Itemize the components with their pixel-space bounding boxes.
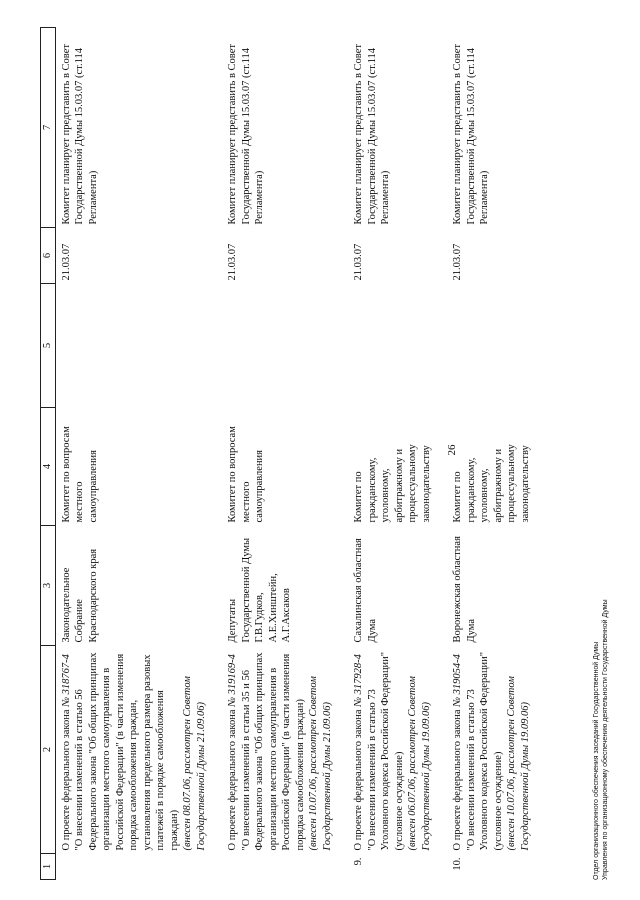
bill-number: № 319169-4	[227, 654, 238, 707]
bill-prefix: О проекте федерального закона	[452, 706, 463, 851]
bill-number: № 319054-4	[452, 654, 463, 707]
col-header-7: 7	[41, 28, 56, 228]
bill-number: № 317928-4	[353, 654, 364, 707]
row-index: 10.	[452, 857, 463, 871]
table-row	[447, 28, 546, 880]
committee-plan: Комитет планирует представить в Совет Государственной Думы 15.03.07 (ст.114 Регламента)	[60, 44, 99, 225]
footer	[592, 599, 610, 880]
bill-text: "О внесении изменений в статью 73 Уголовного кодекса Российской Федерации" (условное осуждение)	[366, 651, 405, 851]
row-index	[222, 854, 348, 880]
bill-description	[222, 646, 348, 854]
table-row	[222, 28, 348, 880]
col5-cell	[55, 284, 222, 408]
bill-author: Воронежская областная Дума	[452, 536, 477, 643]
deadline-date: 21.03.07	[227, 243, 238, 281]
row-index: 9.	[353, 857, 364, 866]
row-index	[55, 854, 222, 880]
bill-prefix: О проекте федерального закона	[227, 706, 238, 851]
bill-author: Законодательное Собрание Краснодарского края	[60, 548, 99, 643]
col5-cell	[447, 284, 546, 408]
bill-description	[348, 646, 447, 854]
bills-table	[40, 27, 546, 880]
responsible-committee: Комитет по вопросам местного самоуправления	[227, 426, 265, 523]
col5-cell	[348, 284, 447, 408]
bill-description	[447, 646, 546, 854]
responsible-committee: Комитет по гражданскому, уголовному, арбитражному и процессуальному законодательству	[353, 444, 432, 523]
bill-text: "О внесении изменений в статьи 35 и 56 Федерального закона "Об общих принципах организации местного самоуправления в Российской Федерации" (в части изменения порядка самообложения граждан)	[240, 652, 306, 851]
bill-author: Сахалинская областная Дума	[353, 538, 378, 643]
bill-note: (внесен 08.07.06, рассмотрен Советом Государственной Думы 21.09.06)	[182, 676, 207, 851]
col-header-6: 6	[41, 228, 56, 284]
bill-prefix: О проекте федерального закона	[353, 706, 364, 851]
bill-text: "О внесении изменений в статью 73 Уголовного кодекса Российской Федерации" (условное осуждение)	[465, 651, 504, 851]
rotated-landscape-content	[20, 20, 620, 880]
col-header-5: 5	[41, 284, 56, 408]
col-header-4: 4	[41, 408, 56, 526]
bill-text: "О внесении изменений в статью 56 Федерального закона "Об общих принципах организации местного самоуправления в Российской Федерации" (в части изменения порядка самообложения граждан, установления предельного размера разовых платежей в порядке самообложения граждан)	[74, 652, 180, 851]
col5-cell	[222, 284, 348, 408]
deadline-date: 21.03.07	[353, 243, 364, 281]
responsible-committee: Комитет по вопросам местного самоуправления	[60, 426, 99, 523]
committee-plan: Комитет планирует представить в Совет Государственной Думы 15.03.07 (ст.114 Регламента)	[452, 44, 490, 225]
column-number-header	[41, 28, 56, 880]
footer-line-1: Отдел организационного обеспечения заседаний Государственной Думы	[593, 641, 600, 880]
bill-number: № 318767-4	[60, 654, 72, 707]
deadline-date: 21.03.07	[452, 243, 463, 281]
bill-description	[55, 646, 222, 854]
responsible-committee: Комитет по гражданскому, уголовному, арбитражному и процессуальному законодательству	[452, 444, 531, 523]
committee-plan: Комитет планирует представить в Совет Государственной Думы 15.03.07 (ст.114 Регламента)	[353, 44, 391, 225]
bill-note: (внесен 10.07.06, рассмотрен Советом Государственной Думы 21.09.06)	[308, 676, 333, 851]
page-number: 26	[446, 444, 458, 456]
committee-plan: Комитет планирует представить в Совет Государственной Думы 15.03.07 (ст.114 Регламента)	[227, 44, 265, 225]
bill-note: (внесен 06.07.06, рассмотрен Советом Государственной Думы 19.09.06)	[407, 676, 432, 851]
col-header-3: 3	[41, 526, 56, 646]
table-row	[55, 28, 222, 880]
deadline-date: 21.03.07	[60, 243, 72, 281]
col-header-1: 1	[41, 854, 56, 880]
col-header-2: 2	[41, 646, 56, 854]
bill-note: (внесен 10.07.06, рассмотрен Советом Государственной Думы 19.09.06)	[506, 676, 531, 851]
bill-author: Депутаты Государственной Думы Г.В.Гудков, А.Е.Хинштейн, А.Г.Аксаков	[227, 537, 292, 643]
table-row	[348, 28, 447, 880]
footer-line-2: Управления по организационному обеспечению деятельности Государственной Думы	[602, 599, 609, 880]
bill-prefix: О проекте федерального закона	[60, 706, 72, 851]
